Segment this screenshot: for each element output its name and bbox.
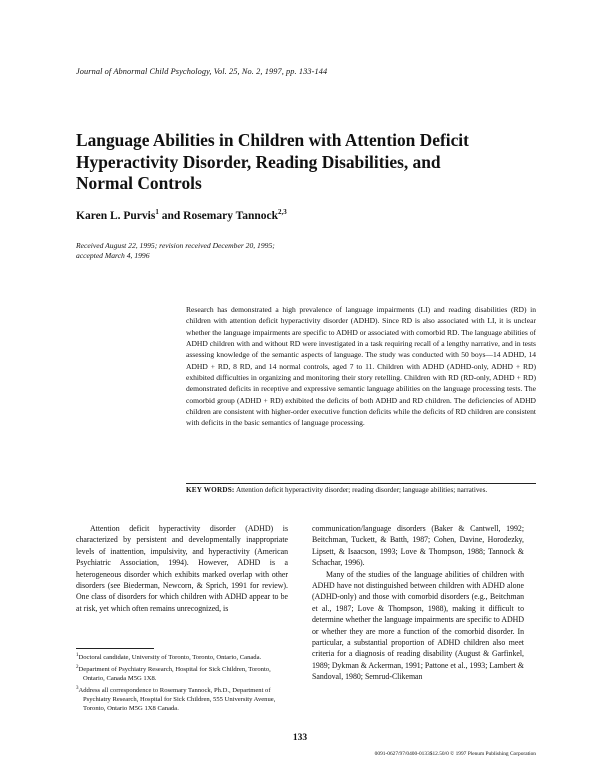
author-name: Karen L. Purvis: [76, 210, 156, 222]
author-affiliation-mark: 1: [155, 208, 159, 216]
author-list: [76, 208, 287, 222]
footnote-mark: 1: [76, 653, 79, 658]
copyright-line: 0091-0627/97/0400-0133$12.50/0 © 1997 Plenum Publishing Corporation: [374, 751, 536, 757]
title-line: Hyperactivity Disorder, Reading Disabilities, and: [76, 151, 441, 172]
author-conjunction: and: [161, 210, 181, 222]
abstract: Research has demonstrated a high prevalence of language impairments (LI) and reading disabilities (RD) in children with attention deficit hyperactivity disorder (ADHD). Since RD is also associated with LI, it is unclear whether the language impairments are specific to ADHD or associated with comorbid RD. The language abilities of ADHD children with and without RD were investigated in a task requiring recall of a lengthy narrative, and in tests assessing knowledge of the semantic aspects of language. The study was conducted with 50 boys—14 ADHD, 14 ADHD + RD, 8 RD, and 14 normal controls, aged 7 to 11. Children with ADHD (ADHD-only, ADHD + RD) exhibited difficulties in organizing and monitoring their story retelling. Children with RD (RD-only, ADHD + RD) demonstrated deficits in receptive and expressive semantic language abilities on the language processing tests. The comorbid group (ADHD + RD) exhibited the deficits of both ADHD and RD children. The deficiencies of ADHD children are consistent with higher-order executive function deficits while the deficits of RD children are consistent with deficits in the basic semantics of language processing.: [186, 305, 536, 428]
received-date: Received August 22, 1995; revision received December 20, 1995;: [76, 241, 275, 250]
footnote: [76, 664, 288, 684]
title-line: Normal Controls: [76, 173, 202, 193]
footnote-text: Address all correspondence to Rosemary Tannock, Ph.D., Department of Psychiatry Research, Hospital for Sick Children, 555 University Avenue, Toronto, Ontario M5G 1X8 Canada.: [78, 687, 276, 712]
article-title: [76, 130, 536, 195]
author-name: Rosemary Tannock: [183, 210, 279, 222]
footnote-text: Doctoral candidate, University of Toronto, Toronto, Ontario, Canada.: [78, 654, 262, 661]
keywords: [186, 486, 536, 494]
body-paragraph: communication/language disorders (Baker & Cantwell, 1992; Beitchman, Tuckett, & Batth, 1987; Cohen, Davine, Horodezky, Lipsett, & Isaacson, 1993; Love & Thompson, 1988; Tannock & Schachar, 1996).: [312, 524, 524, 568]
manuscript-dates: [76, 241, 275, 261]
keywords-label: KEY WORDS:: [186, 486, 235, 494]
body-column-right: [312, 523, 524, 683]
page-number: 133: [292, 733, 308, 743]
author-affiliation-mark: 2,3: [278, 208, 287, 216]
footnotes: [76, 652, 288, 715]
footnote-mark: 3: [76, 686, 79, 692]
body-paragraph: Attention deficit hyperactivity disorder (ADHD) is characterized by persistent and developmentally inappropriate levels of inattention, impulsivity, and hyperactivity (American Psychiatric Association, 1994). However, ADHD is a heterogeneous disorder which exhibits marked overlap with other disorders (see Biederman, Newcorn, & Sprich, 1991 for review). One class of disorders for which children with ADHD appear to be at risk, yet which often remains unrecognized, is: [76, 524, 288, 613]
footnote-mark: 2: [76, 665, 79, 671]
body-column-left: [76, 523, 288, 614]
footnote: [76, 652, 288, 663]
journal-citation: Journal of Abnormal Child Psychology, Vol. 25, No. 2, 1997, pp. 133-144: [76, 67, 328, 76]
footnote: [76, 685, 288, 713]
keywords-divider: [186, 483, 536, 484]
title-line: Language Abilities in Children with Attention Deficit: [76, 130, 469, 150]
footnote-text: Department of Psychiatry Research, Hospital for Sick Children, Toronto, Ontario, Canada M5G 1X8.: [78, 666, 271, 683]
keywords-text: Attention deficit hyperactivity disorder; reading disorder; language abilities; narratives.: [235, 486, 488, 494]
footnote-divider: [76, 648, 154, 649]
body-paragraph: Many of the studies of the language abilities of children with ADHD have not distinguished between children with ADHD alone (ADHD-only) and those with comorbid disorders (e.g., Beitchman et al., 1987; Love & Thompson, 1988), making it difficult to determine whether the language impairments are specific to ADHD or whether they are more a function of the comorbid disorder. In particular, a substantial proportion of ADHD children also meet criteria for a diagnosis of reading disability (August & Garfinkel, 1989; Dykman & Ackerman, 1991; Pattone et al., 1993; Lambert & Sandoval, 1980; Semrud-Clikeman: [312, 569, 524, 682]
accepted-date: accepted March 4, 1996: [76, 251, 150, 260]
